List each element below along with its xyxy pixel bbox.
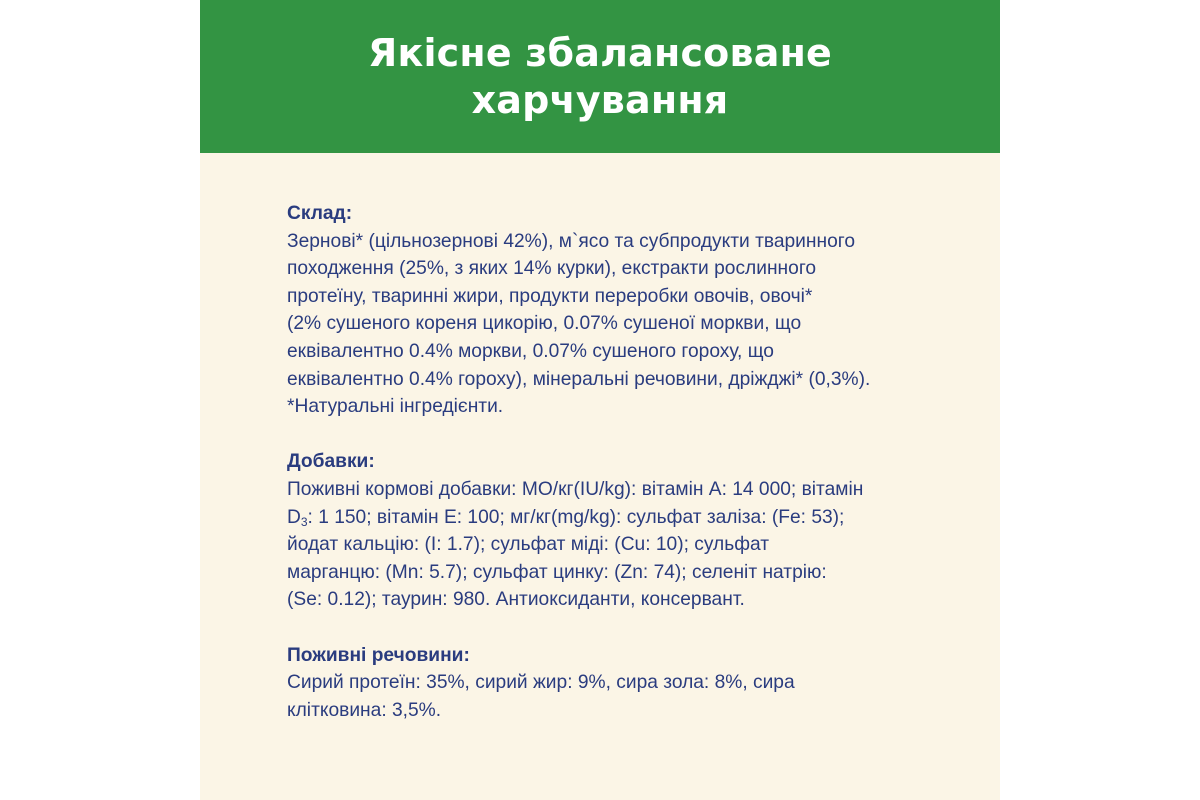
vitamin-d-label: D <box>287 506 301 528</box>
composition-line: походження (25%, з яких 14% курки), екстракти рослинного <box>287 258 817 280</box>
composition-line: протеїну, тваринні жири, продукти переробки овочів, овочі* <box>287 285 813 307</box>
additives-line: йодат кальцію: (I: 1.7); сульфат міді: (Cu: 10); сульфат <box>287 534 770 556</box>
banner-title-line-1: Якісне збалансоване <box>368 30 832 75</box>
composition-line: еквівалентно 0.4% гороху), мінеральні речовини, дріжджі* (0,3%). <box>287 368 871 390</box>
nutrients-line: клітковина: 3,5%. <box>287 699 442 721</box>
composition-line: Зернові* (цільнозернові 42%), м`ясо та субпродукти тваринного <box>287 230 856 252</box>
product-info-card <box>200 0 1000 800</box>
additives-line: (Se: 0.12); таурин: 980. Антиоксиданти, консервант. <box>287 589 745 611</box>
composition-line: еквівалентно 0.4% моркви, 0.07% сушеного гороху, що <box>287 340 774 362</box>
additives-line: Поживні кормові добавки: МО/кг(IU/kg): вітамін А: 14 000; вітамін <box>287 478 864 500</box>
composition-section <box>287 200 967 421</box>
vitamin-d-subscript: 3 <box>300 514 308 529</box>
banner-title-line-2: харчування <box>471 77 729 122</box>
nutrients-line: Сирий протеїн: 35%, сирий жир: 9%, сира зола: 8%, сира <box>287 672 795 694</box>
additives-line-text: : 1 150; вітамін Е: 100; мг/кг(mg/kg): сульфат заліза: (Fe: 53); <box>307 506 845 528</box>
nutrients-heading: Поживні речовини: <box>287 644 470 666</box>
composition-heading: Склад: <box>287 203 353 224</box>
additives-heading: Добавки: <box>287 451 375 473</box>
nutrients-section <box>287 642 967 725</box>
composition-footnote: *Натуральні інгредієнти. <box>287 396 504 418</box>
title-banner <box>200 0 1000 153</box>
composition-line: (2% сушеного кореня цикорію, 0.07% сушеної моркви, що <box>287 313 802 335</box>
additives-line <box>287 504 967 532</box>
additives-line: марганцю: (Mn: 5.7); сульфат цинку: (Zn: 74); селеніт натрію: <box>287 561 827 583</box>
additives-section <box>287 448 967 614</box>
info-content <box>287 200 967 752</box>
